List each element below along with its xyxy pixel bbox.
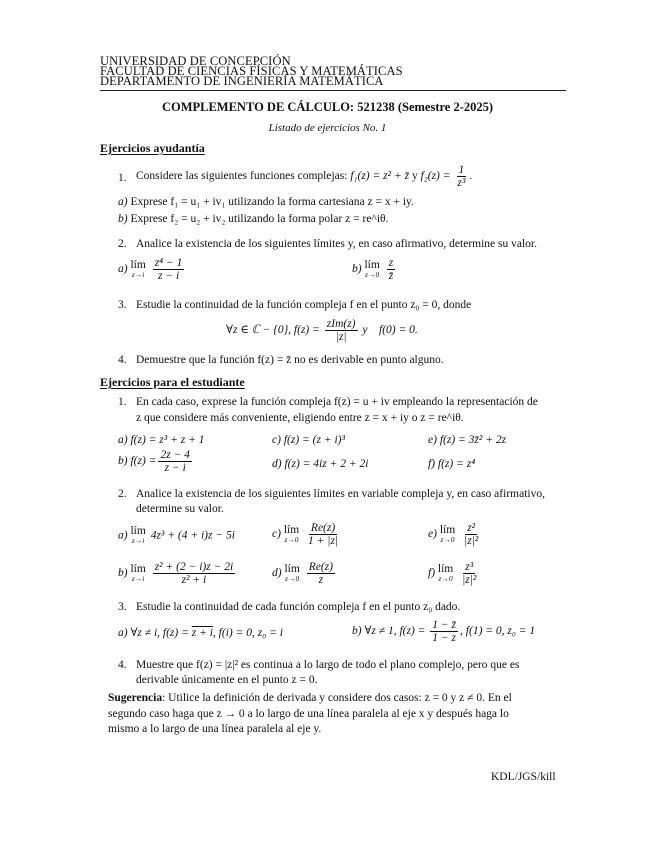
limit-text: lím: [284, 562, 300, 575]
sentence-end: .: [469, 170, 473, 182]
limit-text: lím: [437, 562, 454, 575]
item-s1e: [428, 434, 506, 446]
item-s2f: [428, 561, 480, 586]
limit-text: lím: [130, 258, 146, 271]
limit-subscript: z→i: [131, 573, 145, 583]
item-s3a: [118, 625, 283, 639]
item-label: a): [118, 627, 128, 639]
item-label: f): [428, 567, 436, 580]
item-label: b): [118, 567, 128, 580]
item-text: Exprese f₁ = u₁ + iv₁ utilizando la forma cartesiana z = x + iy.: [130, 196, 414, 208]
limit-expression: 4z³ + (4 + i)z − 5i: [150, 529, 235, 542]
exercise-1-statement: [136, 163, 472, 189]
item-label: b): [352, 263, 362, 276]
limit-text: lím: [130, 562, 146, 575]
exercise-number: 4.: [118, 354, 127, 366]
fraction-s2c: [306, 522, 340, 547]
fraction-denominator: z̄: [388, 270, 394, 282]
fraction-3: [325, 318, 358, 343]
item-s3b: [352, 619, 535, 644]
fraction-denominator: |z|²: [464, 535, 479, 547]
fraction-numerator: z²: [467, 522, 476, 534]
formula-f1: f₁(z) = z² + z̄: [350, 170, 410, 182]
item-formula: f(z) = (z + i)³: [283, 434, 345, 446]
fraction-f2: [455, 164, 467, 189]
item-formula: f(z) = 4iz + 2 + 2i: [284, 458, 369, 470]
item-s2b: [118, 561, 237, 586]
footer-initials: KDL/JGS/kill: [491, 771, 556, 783]
section-heading-estudiante: Ejercicios para el estudiante: [100, 375, 245, 389]
item-label: e): [428, 528, 437, 541]
fraction-numerator: 1 − z̄: [432, 619, 457, 631]
fraction-denominator: z − i: [164, 462, 186, 474]
limit-subscript: z→i: [131, 269, 145, 279]
equation-3: [226, 318, 418, 343]
fraction-denominator: |z|: [335, 331, 347, 343]
fraction-s2d: [307, 561, 335, 586]
document-title: COMPLEMENTO DE CÁLCULO: 521238 (Semestre 2-2025): [161, 100, 494, 114]
equation-lhs: ∀z ∈ ℂ − {0}, f(z) =: [226, 324, 320, 337]
item-label: c): [272, 528, 281, 541]
limit-operator: [438, 564, 453, 584]
header-rule: [100, 90, 566, 91]
fraction-numerator: zIm(z): [326, 318, 356, 330]
fraction-s1b: [158, 449, 192, 474]
exercise-s4-line1: Muestre que f(z) = |z|² es continua a lo largo de todo el plano complejo, pero que es: [136, 659, 520, 671]
fraction-numerator: Re(z): [308, 561, 333, 573]
limit-subscript: z→0: [285, 573, 300, 583]
fraction-numerator: z: [388, 257, 394, 269]
item-1b: [118, 213, 388, 225]
fraction-denominator: z² + i: [181, 574, 207, 586]
item-label: d): [272, 567, 282, 580]
limit-subscript: z→0: [365, 269, 380, 279]
item-s1c: [272, 434, 345, 446]
hint-line2: segundo caso haga que z → 0 a lo largo de una línea paralela al eje x y después haga lo: [108, 708, 509, 720]
limit-subscript: z→i: [131, 536, 145, 545]
fraction-s2e: [462, 522, 480, 547]
item-formula-lhs: f(z) =: [130, 455, 157, 468]
section-heading-ayudantia: Ejercicios ayudantía: [100, 141, 205, 155]
item-label: a): [118, 434, 128, 446]
exercise-s4-line2: derivable únicamente en el punto z = 0.: [136, 674, 318, 686]
item-s2d: [272, 561, 337, 586]
limit-operator: [130, 260, 145, 280]
fraction-2a: [153, 257, 185, 282]
hint-line3: mismo a lo largo de una línea paralela al eje y.: [108, 723, 322, 735]
fraction-s2b: [153, 561, 235, 586]
item-label: a): [118, 263, 128, 276]
exercise-s3-statement: Estudie la continuidad de cada función compleja f en el punto z₀ dado.: [136, 601, 461, 613]
exercise-number: 3.: [118, 601, 127, 613]
item-text: Exprese f₂ = u₂ + iv₂ utilizando la forma polar z = re^iθ.: [130, 213, 389, 225]
item-formula-post: , f(i) = 0, z₀ = i: [212, 627, 283, 639]
header-faculty: FACULTAD DE CIENCIAS FÍSICAS Y MATEMÁTICAS: [100, 64, 403, 78]
fraction-s3b: [430, 619, 458, 644]
item-s2c: [272, 522, 342, 547]
fraction-numerator: z³: [465, 561, 474, 573]
item-s1b: [118, 449, 194, 474]
exercise-number: 3.: [118, 299, 127, 311]
limit-operator: [284, 525, 299, 545]
item-s2a: [118, 526, 235, 546]
exercise-s1-line2: z que considere más conveniente, eligiendo entre z = x + iy o z = re^iθ.: [136, 412, 464, 424]
exercise-2-statement: Analice la existencia de los siguientes límites y, en caso afirmativo, determine su valor.: [136, 238, 537, 250]
exercise-number: 1.: [118, 396, 127, 408]
item-1a: [118, 196, 414, 208]
item-formula-post: , f(1) = 0, z₀ = 1: [460, 625, 536, 638]
limit-text: lím: [130, 525, 146, 537]
fraction-numerator: Re(z): [310, 522, 336, 534]
item-formula: f(z) = z³ + z + 1: [130, 434, 205, 446]
limit-operator: [130, 564, 145, 584]
limit-text: lím: [283, 523, 300, 536]
fraction-denominator: 1 + |z|: [308, 535, 339, 547]
limit-operator: [364, 260, 379, 280]
limit-operator: [440, 525, 455, 545]
fraction-denominator: z − i: [157, 270, 180, 282]
item-label: c): [272, 434, 281, 446]
hint-label: Sugerencia: [108, 692, 163, 704]
formula-f2-lhs: f₂(z) =: [420, 170, 451, 182]
item-formula: f(z) = z⁴: [437, 458, 476, 470]
fraction-denominator: |z|²: [462, 574, 477, 586]
fraction-s2f: [460, 561, 478, 586]
limit-subscript: z→0: [440, 534, 455, 544]
exercise-number: 1.: [118, 172, 127, 184]
header-university: UNIVERSIDAD DE CONCEPCIÓN: [100, 54, 291, 68]
connector-text: y: [411, 170, 418, 182]
exercise-number: 2.: [118, 488, 127, 500]
limit-subscript: z→0: [438, 573, 453, 583]
item-s1d: [272, 458, 368, 470]
item-label: e): [428, 434, 437, 446]
header-department: DEPARTAMENTO DE INGENIERÍA MATEMÁTICA: [100, 74, 384, 88]
item-label: f): [428, 458, 436, 470]
item-label: a): [118, 529, 128, 542]
fraction-numerator: 2z − 4: [160, 449, 190, 461]
limit-subscript: z→0: [284, 534, 299, 544]
hint-line1: [108, 692, 512, 704]
item-s1f: [428, 458, 475, 470]
fraction-numerator: z⁴ − 1: [154, 257, 183, 269]
exercise-s2-line1: Analice la existencia de los siguientes límites en variable compleja y, en caso afirmativo,: [136, 488, 545, 500]
limit-operator: [130, 526, 145, 546]
fraction-denominator: z: [318, 574, 324, 586]
hint-text: : Utilice la definición de derivada y considere dos casos: z = 0 y z ≠ 0. En el: [162, 692, 512, 704]
limit-text: lím: [364, 258, 380, 271]
exercise-4-statement: Demuestre que la función f(z) = z̄ no es derivable en punto alguno.: [136, 354, 444, 366]
exercise-number: 2.: [118, 238, 127, 250]
fraction-denominator: z³: [457, 176, 466, 189]
item-s2e: [428, 522, 482, 547]
item-label: b): [118, 213, 128, 225]
exercise-number: 4.: [118, 659, 127, 671]
item-label: b): [118, 455, 128, 468]
fraction-numerator: 1: [458, 163, 465, 176]
document-subtitle: Listado de ejercicios No. 1: [268, 122, 387, 134]
item-formula-pre: ∀z ≠ 1, f(z) =: [364, 625, 426, 638]
limit-operator: [284, 564, 299, 584]
exercise-text: Considere las siguientes funciones complejas:: [136, 170, 348, 182]
equation-rhs: y f(0) = 0.: [362, 324, 418, 337]
item-label: b): [352, 625, 362, 638]
limit-text: lím: [439, 523, 456, 536]
item-formula-pre: ∀z ≠ i, f(z) =: [130, 627, 189, 639]
fraction-2b: [387, 257, 395, 282]
item-label: a): [118, 196, 128, 208]
fraction-numerator: z² + (2 − i)z − 2i: [154, 561, 234, 573]
conjugate-expression: z + i: [191, 627, 213, 639]
item-2a: [118, 257, 186, 282]
exercise-3-statement: Estudie la continuidad de la función compleja f en el punto z₀ = 0, donde: [136, 299, 472, 311]
exercise-s1-line1: En cada caso, exprese la función compleja f(z) = u + iv empleando la representación de: [136, 396, 538, 408]
item-2b: [352, 257, 397, 282]
item-label: d): [272, 458, 282, 470]
item-formula: f(z) = 3z̄² + 2z: [439, 434, 507, 446]
item-s1a: [118, 434, 204, 446]
fraction-denominator: 1 − z: [432, 632, 457, 644]
exercise-s2-line2: determine su valor.: [136, 503, 224, 515]
